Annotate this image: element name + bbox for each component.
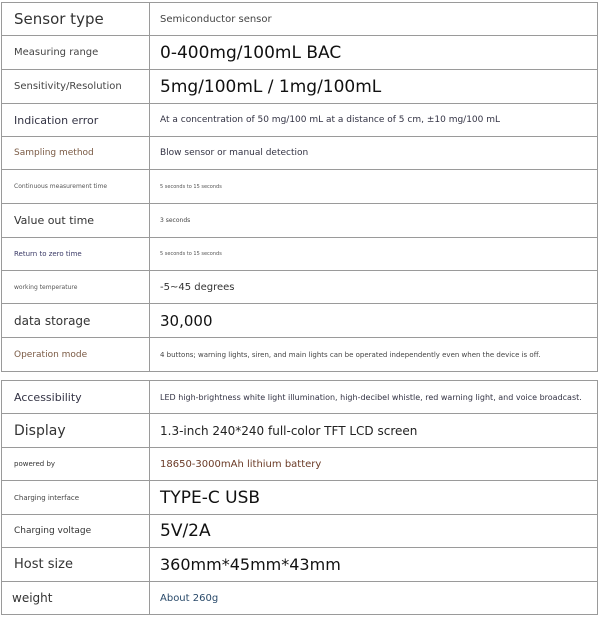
row-operation-mode: [2, 338, 598, 372]
row-charging-interface: [2, 481, 598, 515]
row-label: data storage: [2, 304, 150, 338]
row-label: Accessibility: [2, 381, 150, 414]
row-measuring-range: [2, 36, 598, 70]
row-working-temperature: [2, 271, 598, 304]
row-label: Operation mode: [2, 338, 150, 372]
spec-table-secondary: [1, 380, 598, 615]
row-value: Semiconductor sensor: [150, 3, 598, 36]
row-label: Sensitivity/Resolution: [2, 70, 150, 104]
row-value: 5mg/100mL / 1mg/100mL: [150, 70, 598, 104]
row-label: Sampling method: [2, 137, 150, 170]
row-value: 5 seconds to 15 seconds: [150, 170, 598, 204]
row-label: Indication error: [2, 104, 150, 137]
row-powered-by: [2, 448, 598, 481]
row-value: TYPE-C USB: [150, 481, 598, 515]
row-value: About 260g: [150, 582, 598, 615]
row-value: 360mm*45mm*43mm: [150, 548, 598, 582]
row-label: Value out time: [2, 204, 150, 238]
row-label: Sensor type: [2, 3, 150, 36]
row-return-zero-time: [2, 238, 598, 271]
row-sensor-type: [2, 3, 598, 36]
row-label: Measuring range: [2, 36, 150, 70]
row-label: Return to zero time: [2, 238, 150, 271]
row-label: Host size: [2, 548, 150, 582]
row-value-out-time: [2, 204, 598, 238]
row-sampling-method: [2, 137, 598, 170]
row-label: powered by: [2, 448, 150, 481]
row-sensitivity: [2, 70, 598, 104]
row-value: 18650-3000mAh lithium battery: [150, 448, 598, 481]
row-data-storage: [2, 304, 598, 338]
row-value: 30,000: [150, 304, 598, 338]
row-value: At a concentration of 50 mg/100 mL at a distance of 5 cm, ±10 mg/100 mL: [150, 104, 598, 137]
row-value: 5 seconds to 15 seconds: [150, 238, 598, 271]
row-value: Blow sensor or manual detection: [150, 137, 598, 170]
row-label: Display: [2, 414, 150, 448]
row-label: working temperature: [2, 271, 150, 304]
row-value: 1.3-inch 240*240 full-color TFT LCD screen: [150, 414, 598, 448]
row-label: Charging interface: [2, 481, 150, 515]
spec-table-main: [1, 2, 598, 372]
row-value: 4 buttons; warning lights, siren, and main lights can be operated independently even when the device is off.: [150, 338, 598, 372]
row-label: Continuous measurement time: [2, 170, 150, 204]
row-value: 5V/2A: [150, 515, 598, 548]
row-weight: [2, 582, 598, 615]
row-value: 3 seconds: [150, 204, 598, 238]
row-value: LED high-brightness white light illumination, high-decibel whistle, red warning light, and voice broadcast.: [150, 381, 598, 414]
row-host-size: [2, 548, 598, 582]
row-indication-error: [2, 104, 598, 137]
row-label: weight: [2, 582, 150, 615]
row-continuous-time: [2, 170, 598, 204]
row-value: -5~45 degrees: [150, 271, 598, 304]
row-display: [2, 414, 598, 448]
row-accessibility: [2, 381, 598, 414]
row-value: 0-400mg/100mL BAC: [150, 36, 598, 70]
row-label: Charging voltage: [2, 515, 150, 548]
row-charging-voltage: [2, 515, 598, 548]
